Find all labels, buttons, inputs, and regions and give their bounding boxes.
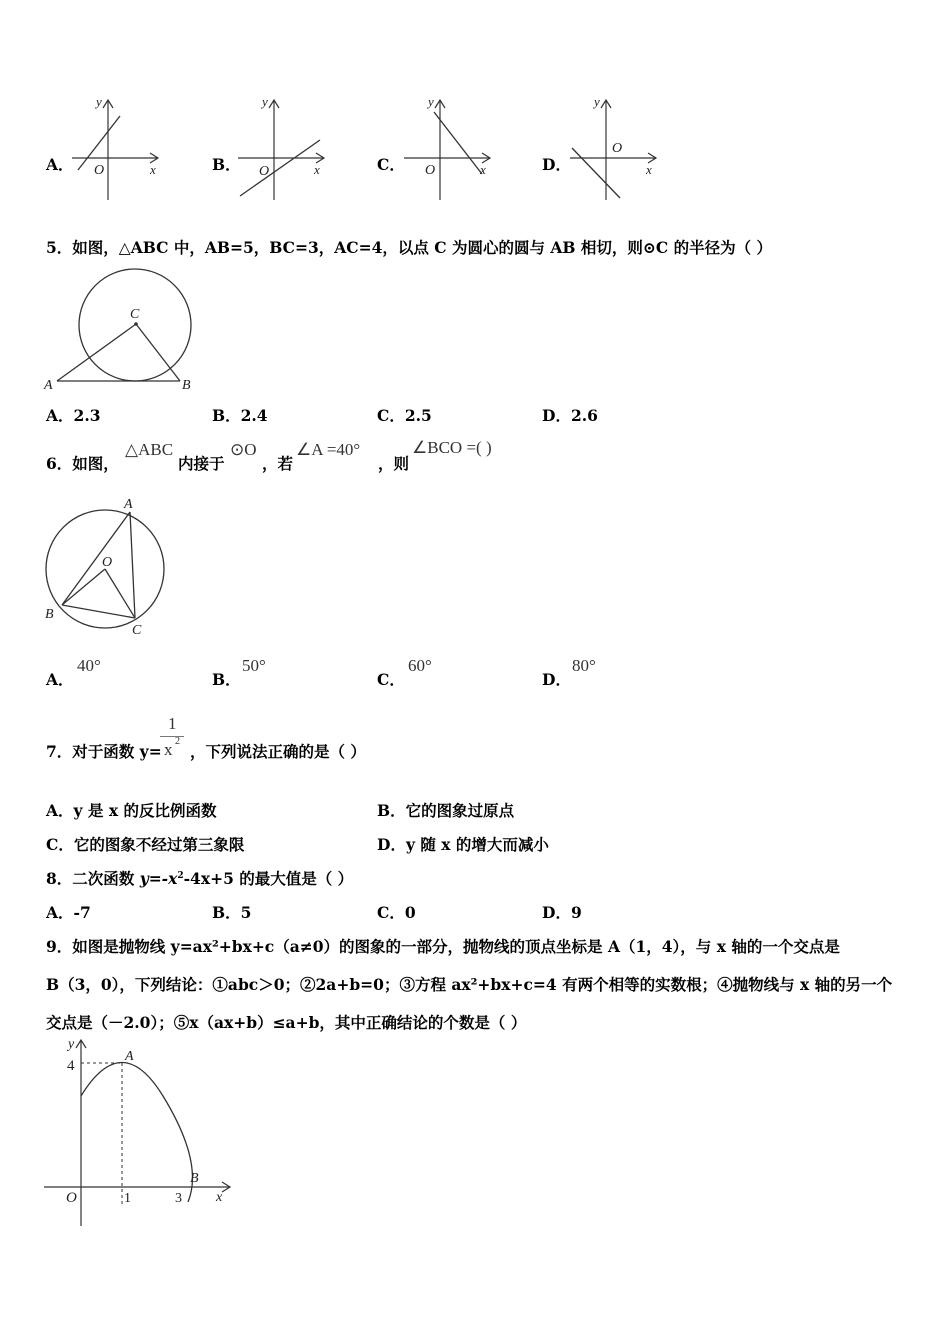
q4-a-origin: O — [94, 163, 105, 178]
q9-y-label: y — [68, 1037, 75, 1052]
q5-stem: 5．如图，△ABC 中，AB=5，BC=3，AC=4，以点 C 为圆心的圆与 AB 相切，则⊙C 的半径为（ ） — [46, 238, 773, 257]
q4-c-origin: O — [425, 163, 436, 178]
q6-option-d-value: 80° — [572, 656, 596, 675]
q9-x-label: x — [216, 1190, 223, 1205]
q9-parabola — [81, 1063, 192, 1203]
q6-option-d-letter[interactable]: D． — [542, 670, 571, 689]
q5-option-d[interactable]: D．2.6 — [542, 406, 598, 425]
q7-suffix: ，下列说法正确的是（ ） — [190, 742, 366, 761]
q7-prefix: 7．对于函数 y= — [46, 742, 162, 761]
q5-side-ac — [57, 324, 136, 381]
q6-option-c-value: 60° — [408, 656, 432, 675]
q6-angle-bco: ∠BCO =( ) — [412, 438, 492, 457]
q9-y-tick-4: 4 — [67, 1058, 75, 1074]
q4-option-c-graph — [402, 92, 502, 204]
q5-option-c[interactable]: C．2.5 — [377, 406, 432, 425]
q9-x-tick-1: 1 — [124, 1191, 131, 1206]
q6-label-b: B — [45, 607, 54, 622]
q4-option-d-graph — [568, 92, 668, 204]
q6-if: ，若 — [262, 454, 294, 473]
q6-prefix: 6．如图， — [46, 454, 119, 473]
q4-b-x-label: x — [314, 162, 320, 177]
q4-b-origin: O — [259, 164, 270, 179]
q5-figure — [40, 262, 210, 394]
q4-option-b-letter: B． — [212, 155, 241, 174]
q6-label-c: C — [132, 623, 142, 638]
q6-option-c-letter[interactable]: C． — [377, 670, 405, 689]
q4-d-origin: O — [612, 141, 623, 156]
q6-segment-ob — [62, 569, 105, 605]
q8-option-b[interactable]: B．5 — [212, 903, 252, 922]
q6-triangle: △ABC — [125, 440, 174, 459]
q6-label-o: O — [102, 555, 113, 570]
q4-a-x-label: x — [150, 162, 156, 177]
q4-b-line — [240, 140, 320, 196]
q5-option-a[interactable]: A．2.3 — [46, 406, 101, 425]
q7-denominator: x — [164, 740, 173, 759]
q8-stem: 8．二次函数 $y=-x^2-4x+5$ 的最大值是（ ） — [46, 869, 354, 888]
q9-x-tick-3: 3 — [175, 1191, 182, 1206]
q7-numerator: 1 — [168, 714, 177, 733]
q8-option-c[interactable]: C．0 — [377, 903, 416, 922]
q9-root-label: B — [190, 1171, 199, 1186]
q9-line-3: 交点是（－2.0）；⑤x（ax+b）≤a+b，其中正确结论的个数是（ ） — [46, 1013, 527, 1032]
q4-option-d-letter: D． — [542, 155, 571, 174]
q4-c-line — [434, 112, 482, 174]
q6-option-b-letter[interactable]: B． — [212, 670, 241, 689]
q6-side-bc — [62, 605, 135, 618]
q9-line-1: 9．如图是抛物线 y=ax²+bx+c（a≠0）的图象的一部分，抛物线的顶点坐标是 A（1，4），与 x 轴的一个交点是 — [46, 937, 840, 956]
q7-option-c[interactable]: C．它的图象不经过第三象限 — [46, 835, 245, 854]
q6-side-ab — [62, 512, 130, 605]
q4-a-y-label: y — [96, 94, 102, 109]
q6-figure — [38, 492, 178, 642]
q9-graph — [40, 1032, 240, 1232]
q4-option-b-graph — [236, 92, 336, 204]
q7-option-d[interactable]: D．y 随 x 的增大而减小 — [377, 835, 549, 854]
q7-option-b[interactable]: B．它的图象过原点 — [377, 801, 515, 820]
q7-exponent: 2 — [175, 736, 180, 747]
q4-option-a-graph — [70, 92, 170, 204]
q6-circle: ⊙O — [230, 440, 257, 459]
q4-b-y-label: y — [262, 94, 268, 109]
q8-option-a[interactable]: A．-7 — [46, 903, 91, 922]
q6-option-a-value: 40° — [77, 656, 101, 675]
q9-vertex-label: A — [125, 1049, 134, 1064]
q4-c-y-label: y — [428, 94, 434, 109]
q5-label-b: B — [182, 378, 191, 393]
q5-option-b[interactable]: B．2.4 — [212, 406, 268, 425]
q4-option-a-letter: A． — [46, 155, 74, 174]
q6-label-a: A — [124, 497, 133, 512]
q5-center-dot — [134, 322, 138, 326]
q6-then: ，则 — [378, 454, 410, 473]
q9-origin: O — [66, 1190, 77, 1206]
q6-side-ac — [130, 512, 135, 618]
q9-line-2: B（3，0），下列结论：①abc＞0；②2a+b=0；③方程 ax²+bx+c=4 有两个相等的实数根；④抛物线与 x 轴的另一个 — [46, 975, 893, 994]
q6-segment-oc — [105, 569, 135, 618]
q6-option-a-letter[interactable]: A． — [46, 670, 74, 689]
q4-a-line — [78, 116, 120, 170]
q4-d-x-label: x — [646, 162, 652, 177]
q4-d-y-label: y — [594, 94, 600, 109]
q7-fraction-bar — [160, 736, 184, 737]
q4-c-x-label: x — [480, 162, 486, 177]
q5-label-a: A — [44, 378, 53, 393]
q4-option-c-letter: C． — [377, 155, 405, 174]
q6-option-b-value: 50° — [242, 656, 266, 675]
q6-inscribed: 内接于 — [178, 454, 225, 473]
q5-label-c: C — [130, 307, 140, 322]
q7-option-a[interactable]: A．y 是 x 的反比例函数 — [46, 801, 217, 820]
q6-angle-a: ∠A =40° — [296, 440, 361, 459]
q5-side-bc — [136, 324, 180, 381]
q8-option-d[interactable]: D．9 — [542, 903, 582, 922]
